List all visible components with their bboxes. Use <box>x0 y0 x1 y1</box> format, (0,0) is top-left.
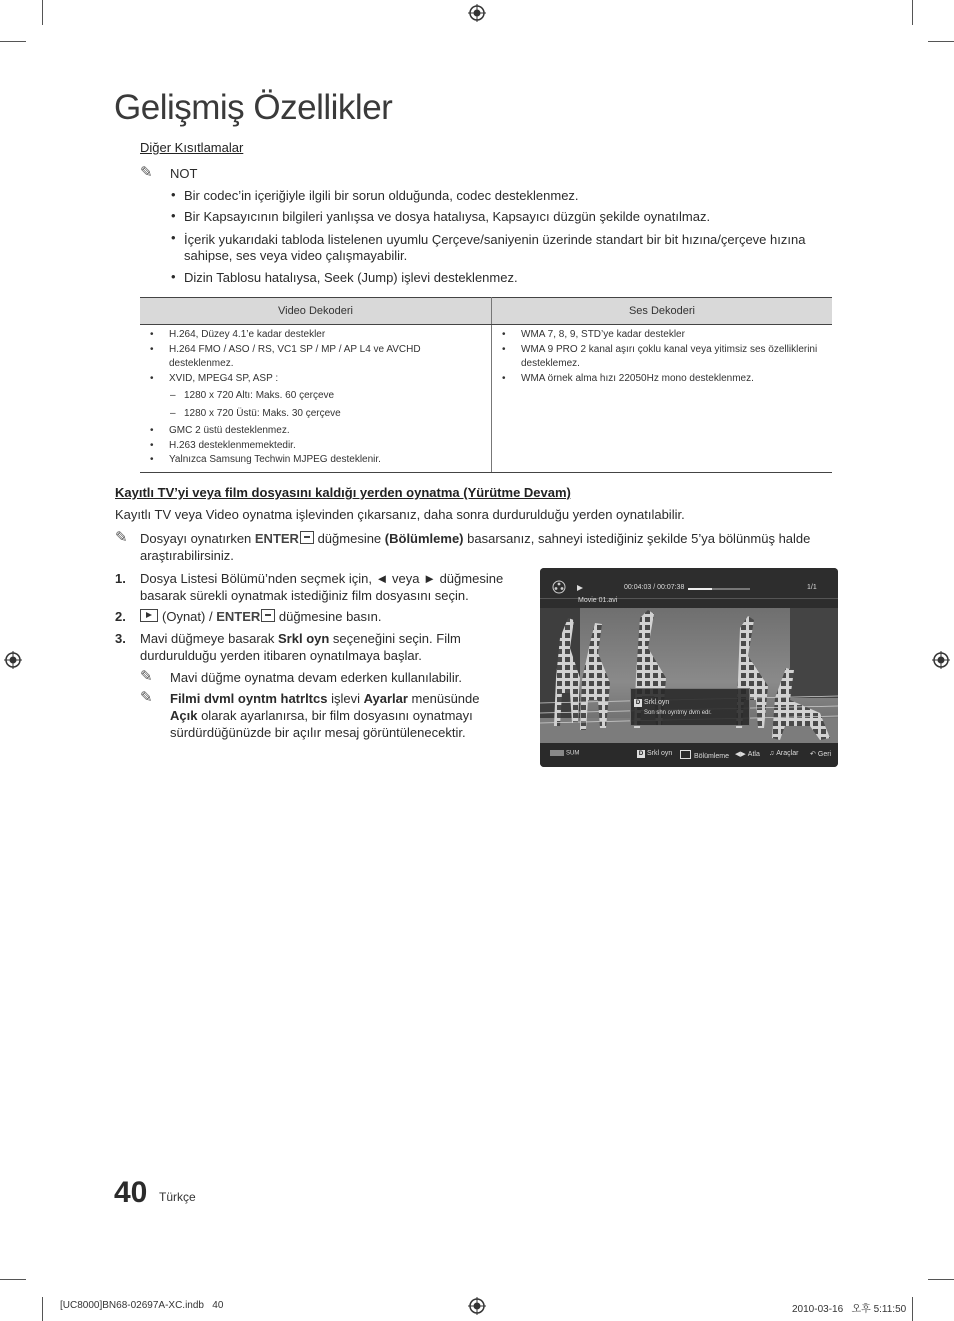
file-count: 1/1 <box>807 584 817 591</box>
step-1-text: Dosya Listesi Bölümü’nden seçmek için, ◄ veya ► düğmesine <box>140 571 504 586</box>
list-item-continued: desteklenmez. <box>169 358 234 369</box>
crop-mark <box>928 41 954 42</box>
tv-screenshot <box>540 568 838 767</box>
step-number: 3. <box>115 631 126 646</box>
crop-mark <box>912 1297 913 1321</box>
resume-note-3-continued: Açık olarak ayarlanırsa, bir film dosyasını oynatmayı <box>170 708 473 723</box>
crop-mark <box>0 1279 26 1280</box>
note-label: NOT <box>170 166 198 181</box>
bullet-icon: • <box>171 208 176 223</box>
list-item: • XVID, MPEG4 SP, ASP : <box>150 372 279 384</box>
movie-reel-icon <box>552 580 566 594</box>
enter-icon <box>261 609 275 622</box>
resume-note-2: Mavi düğme oynatma devam ederken kullanılabilir. <box>170 670 462 685</box>
note-pencil-icon: ✎ <box>140 668 153 685</box>
registration-mark-icon <box>468 1297 486 1315</box>
step-3-text-continued: durdurulduğu yerden itibaren oynatılmaya başlar. <box>140 648 422 663</box>
return-icon: ↶ <box>810 751 816 758</box>
play-status-icon <box>577 585 583 591</box>
list-item: • H.264 FMO / ASO / RS, VC1 SP / MP / AP L4 ve AVCHD <box>150 343 421 355</box>
popup-text: Son shn oyntmy dvm edr. <box>644 710 712 716</box>
step-number: 1. <box>115 571 126 586</box>
step-number: 2. <box>115 609 126 624</box>
enter-icon <box>680 750 691 759</box>
blue-d-key-icon: D <box>635 700 641 706</box>
giraffe-scene-image <box>540 608 838 756</box>
tools-icon: ♫ <box>769 750 775 757</box>
note-pencil-icon: ✎ <box>140 164 153 181</box>
registration-mark-icon <box>468 4 486 22</box>
resume-note-1-continued: araştırabilirsiniz. <box>140 548 234 563</box>
list-item: • GMC 2 üstü desteklenmez. <box>150 425 290 436</box>
note-pencil-icon: ✎ <box>140 689 153 706</box>
resume-note-1: Dosyayı oynatırken ENTER düğmesine (Bölümleme) basarsanız, sahneyi istediğiniz şekilde 5’ya bölünmüş halde <box>140 531 811 546</box>
player-top-bar <box>540 568 838 608</box>
list-item: • H.264, Düzey 4.1’e kadar destekler <box>150 329 326 340</box>
bullet-icon: • <box>171 230 176 245</box>
step-1-text-continued: basarak sürekli oynatmak istediğiniz film dosyasını seçin. <box>140 588 469 603</box>
left-right-arrows-icon: ◀▶ <box>735 751 746 758</box>
video-decoder-header: Video Dekoderi <box>140 298 492 325</box>
language-label: Türkçe <box>159 1190 196 1204</box>
sub-list-item: – 1280 x 720 Üstü: Maks. 30 çerçeve <box>170 407 341 419</box>
blue-d-key-icon: D <box>638 751 644 757</box>
list-item-continued: desteklemez. <box>521 358 580 369</box>
back-button[interactable]: ↶ Geri <box>810 751 832 758</box>
audio-decoder-cell <box>492 325 833 473</box>
list-item: • WMA 9 PRO 2 kanal aşırı çoklu kanal veya yitimsiz ses özelliklerini <box>502 343 818 355</box>
player-bottom-bar <box>540 743 838 767</box>
resume-intro: Kayıtlı TV veya Video oynatma işlevinden çıkarsanız, daha sonra durdurulduğu yerden oynatılabilir. <box>115 507 685 522</box>
restriction-item-continued: sahipse, ses veya video çalışmayabilir. <box>184 248 408 263</box>
sum-icon <box>550 750 564 756</box>
skip-button[interactable]: ◀▶ Atla <box>735 751 760 758</box>
list-item: • WMA örnek alma hızı 22050Hz mono desteklenmez. <box>502 372 754 384</box>
resume-popup[interactable] <box>630 688 750 726</box>
sum-label: SUM <box>550 750 579 757</box>
page-title: Gelişmiş Özellikler <box>114 88 393 127</box>
playback-time: 00:04:03 / 00:07:38 <box>624 584 685 591</box>
restrictions-heading: Diğer Kısıtlamalar <box>140 140 244 155</box>
list-item: • WMA 7, 8, 9, STD’ye kadar destekler <box>502 329 685 340</box>
restriction-item: Bir codec’in içeriğiyle ilgili bir sorun olduğunda, codec desteklenmez. <box>184 188 579 203</box>
footer-file-info: [UC8000]BN68-02697A-XC.indb 40 <box>60 1300 224 1311</box>
note-pencil-icon: ✎ <box>115 529 128 546</box>
page-number: 40 <box>114 1176 148 1209</box>
resume-note-3: Filmi dvml oyntm hatrltcs işlevi Ayarlar menüsünde <box>170 691 480 706</box>
crop-mark <box>42 0 43 25</box>
play-icon <box>140 609 158 622</box>
restriction-item: İçerik yukarıdaki tabloda listelenen uyumlu Çerçeve/saniyenin üzerinde standart bir bit hızına/çerçeve hızına <box>184 232 806 247</box>
chapter-button[interactable]: Bölümleme <box>680 750 729 760</box>
crop-mark <box>0 41 26 42</box>
crop-mark <box>928 1279 954 1280</box>
enter-icon <box>300 531 314 544</box>
list-item: • Yalnızca Samsung Techwin MJPEG desteklenir. <box>150 454 381 465</box>
list-item: • H.263 desteklenmemektedir. <box>150 439 296 451</box>
resume-button[interactable]: D Srkl oyn <box>638 750 673 757</box>
popup-title: D Srkl oyn <box>635 699 670 706</box>
audio-decoder-header: Ses Dekoderi <box>492 298 833 325</box>
crop-mark <box>912 0 913 25</box>
bullet-icon: • <box>171 269 176 284</box>
restriction-item: Dizin Tablosu hatalıysa, Seek (Jump) işlevi desteklenmez. <box>184 270 518 285</box>
file-name: Movie 01.avi <box>578 597 618 604</box>
restriction-item: Bir Kapsayıcının bilgileri yanlışsa ve dosya hatalıysa, Kapsayıcı düzgün şekilde oynatılmaz. <box>184 209 711 224</box>
codec-table <box>140 297 832 473</box>
video-decoder-cell <box>140 325 492 473</box>
progress-bar[interactable] <box>688 588 750 590</box>
crop-mark <box>42 1297 43 1321</box>
progress-fill <box>688 588 712 590</box>
sub-list-item: – 1280 x 720 Altı: Maks. 60 çerçeve <box>170 390 335 401</box>
registration-mark-icon <box>4 651 22 669</box>
resume-heading: Kayıtlı TV’yi veya film dosyasını kaldığı yerden oynatma (Yürütme Devam) <box>115 485 571 500</box>
resume-note-3-end: sürdürdüğünüzde bir açılır mesaj görüntülenecektir. <box>170 725 466 740</box>
registration-mark-icon <box>932 651 950 669</box>
tools-button[interactable]: ♫ Araçlar <box>769 750 799 757</box>
step-2-text: (Oynat) / ENTER düğmesine basın. <box>140 609 381 625</box>
bullet-icon: • <box>171 187 176 202</box>
footer-timestamp: 2010-03-16 오후 5:11:50 <box>792 1304 907 1315</box>
step-3-text: Mavi düğmeye basarak Srkl oyn seçeneğini seçin. Film <box>140 631 461 646</box>
